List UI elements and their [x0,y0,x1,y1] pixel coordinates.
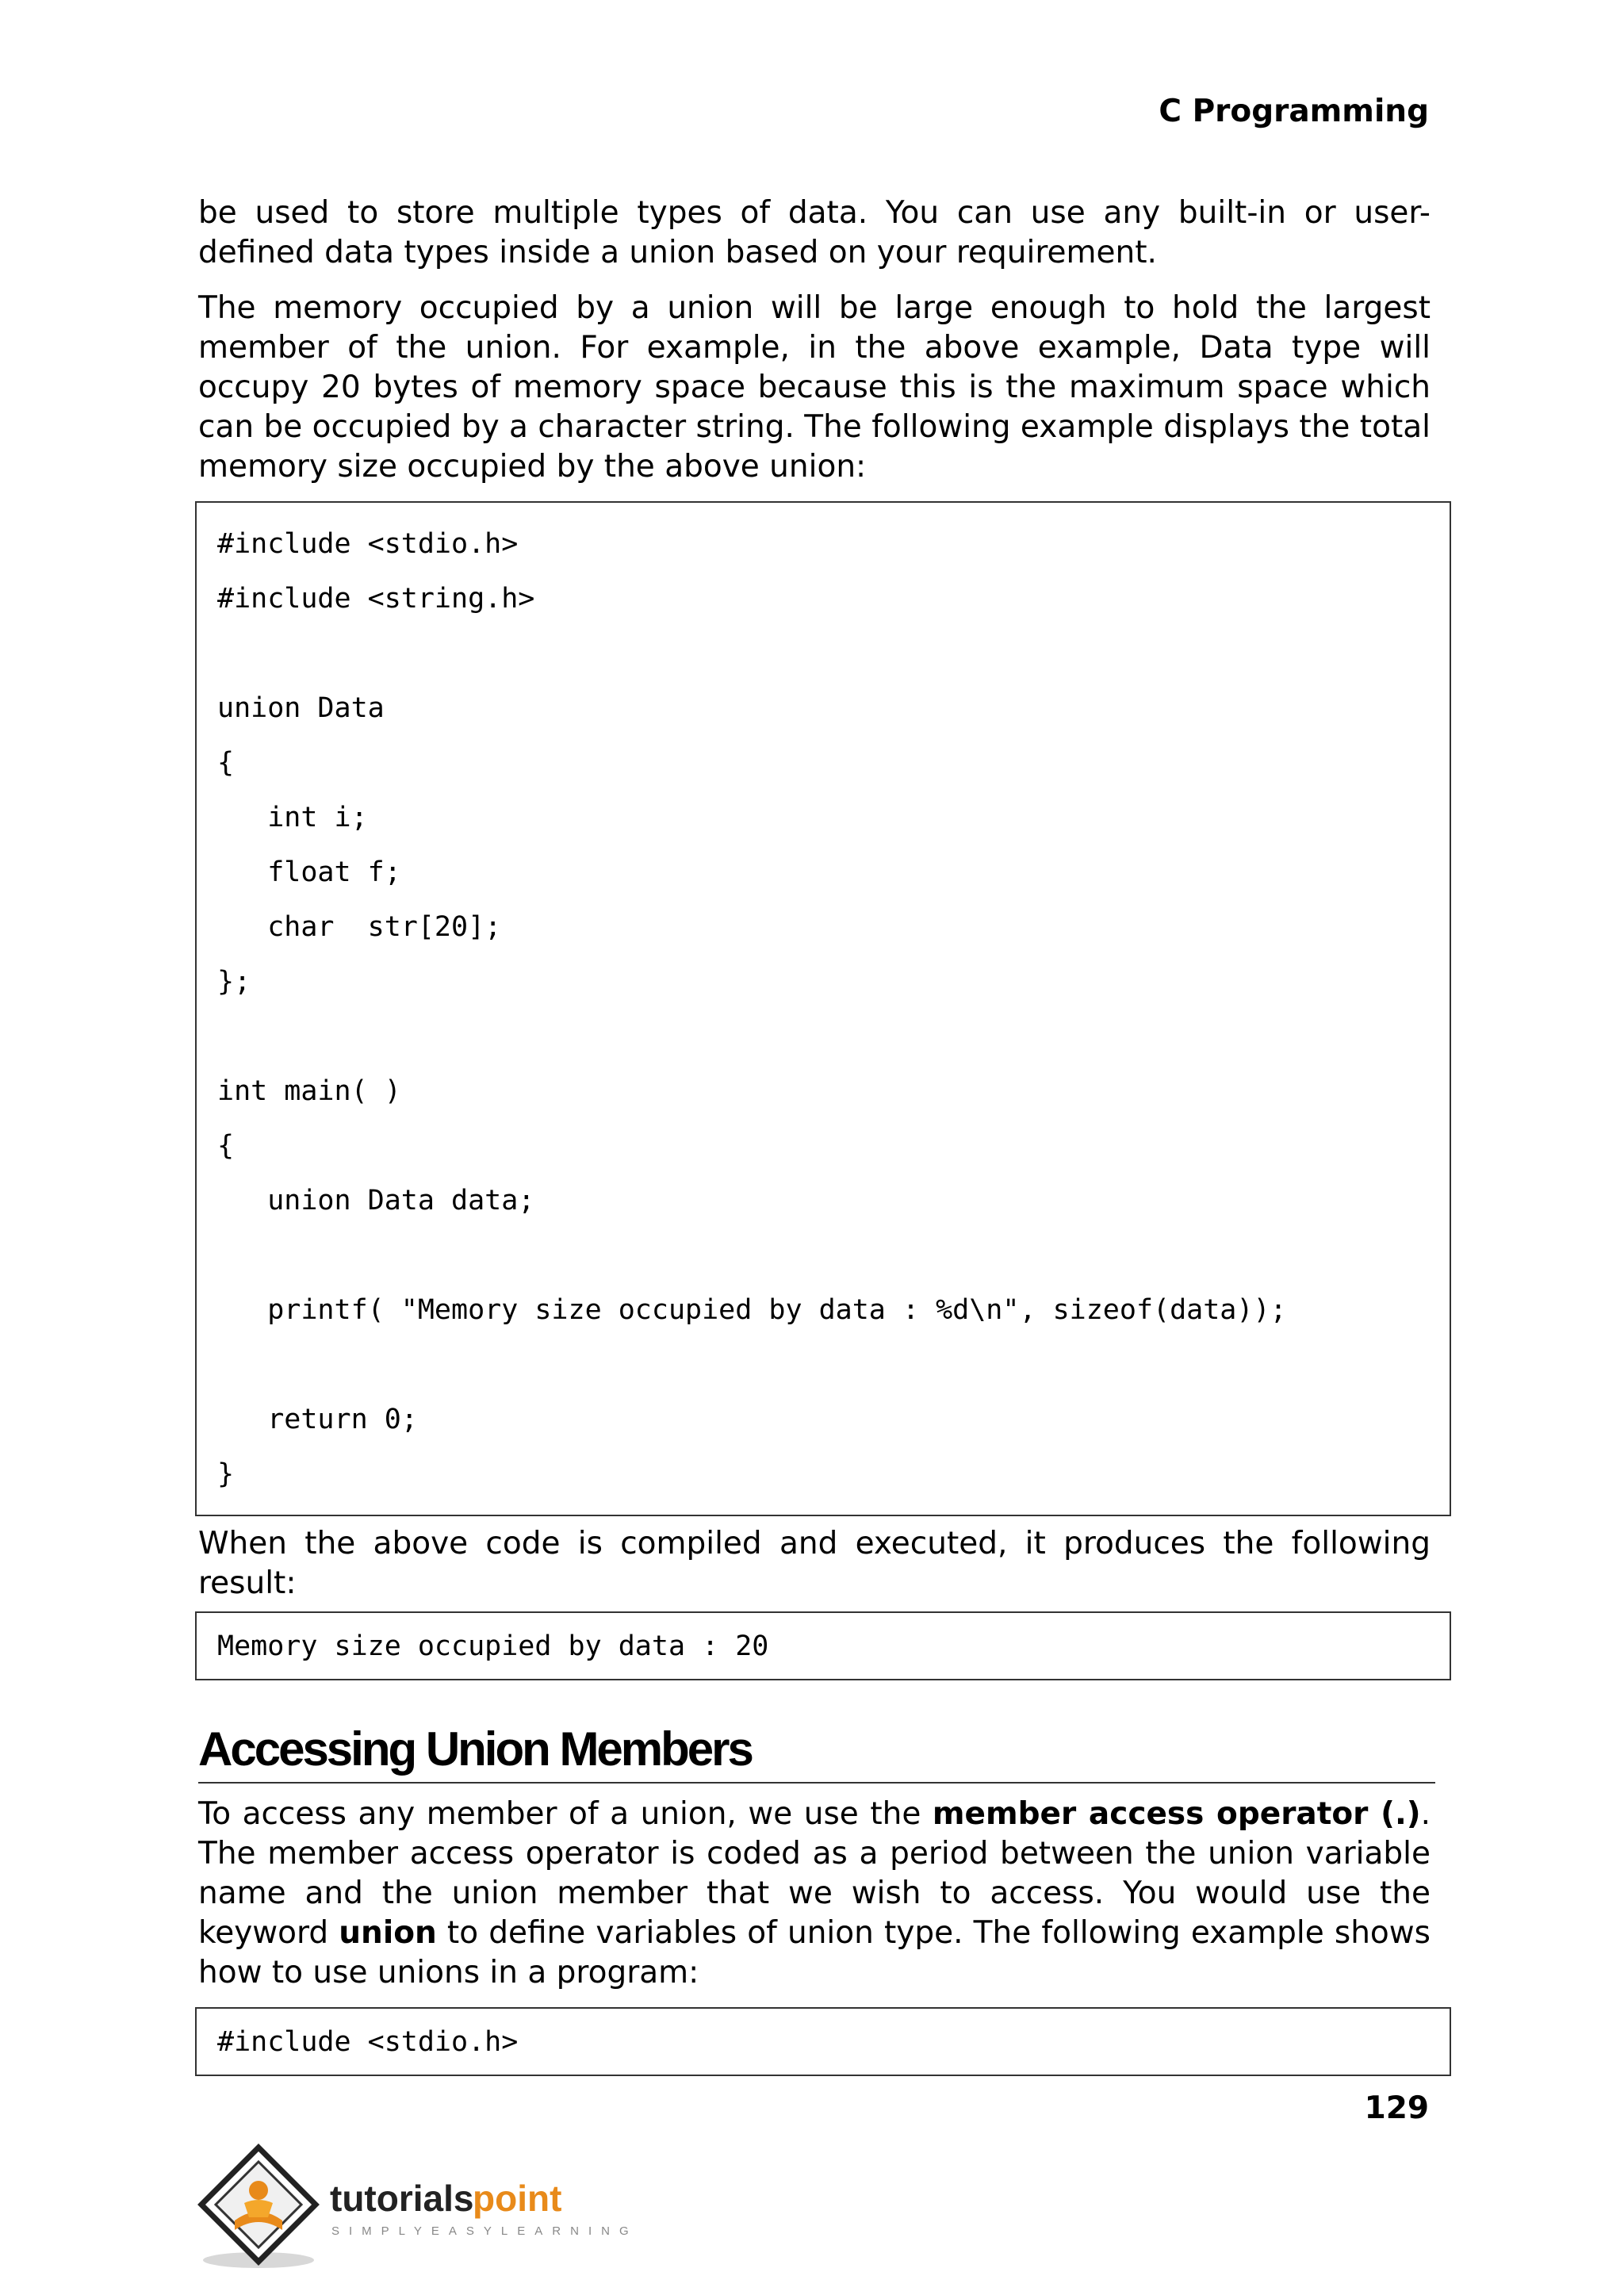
code-line: { [217,747,235,779]
code-line [217,1338,1450,1393]
code-line: #include <stdio.h> [217,528,519,560]
bold-term-union: union [339,1915,437,1951]
page-number: 129 [1364,2090,1429,2126]
code-line: return 0; [217,1404,418,1435]
code-block-union-size [195,501,1451,1516]
text-segment: to define variables of union type. The following example shows how to use unions in a program: [198,1915,1431,1990]
code-line: #include <stdio.h> [217,2026,519,2058]
code-line [217,1228,1450,1283]
logo-tagline: SIMPLYEASYLEARNING [331,2224,638,2238]
code-line: float f; [217,856,401,888]
code-line [217,1010,1450,1064]
text-segment: . The member access operator is coded as a period between the union variable name and the union member that we wish to access. You would use the keyword [198,1796,1431,1951]
code-line: union Data data; [217,1185,535,1216]
paragraph-accessing-members [198,1795,1431,1993]
code-line: #include <string.h> [217,583,535,615]
paragraph-result-intro: When the above code is compiled and executed, it produces the following result: [198,1526,1431,1601]
code-block-accessing-members [195,2007,1451,2076]
code-line: printf( "Memory size occupied by data : %d\n", sizeof(data)); [217,1294,1287,1326]
code-line: union Data [217,692,385,724]
paragraph-intro-continued: be used to store multiple types of data. You can use any built-in or user-defined data types inside a union based on your requirement. [198,195,1431,270]
output-line: Memory size occupied by data : 20 [217,1630,769,1662]
text-segment: To access any member of a union, we use the [198,1796,933,1832]
bold-term-member-access-operator: member access operator (.) [932,1796,1421,1832]
running-header: C Programming [1159,94,1429,129]
logo-wordmark-a: tutorials [330,2178,474,2219]
logo-wordmark-b: point [473,2178,562,2219]
code-line: int main( ) [217,1075,401,1107]
page-content [198,193,1431,2076]
code-line [217,626,1450,681]
tutorialspoint-logo [195,2141,639,2276]
section-heading: Accessing Union Members [198,1722,1435,1784]
code-line: int i; [217,802,368,833]
output-block [195,1611,1451,1680]
code-line: { [217,1130,235,1162]
code-line: } [217,1458,235,1490]
code-line: char str[20]; [217,911,502,943]
code-line: }; [217,966,251,998]
paragraph-memory-size: The memory occupied by a union will be large enough to hold the largest member of the union. For example, in the above example, Data type will occupy 20 bytes of memory space because this is the maximum space which can be occupied by a character string. The following example displays the total memory size occupied by the above union: [198,290,1431,485]
